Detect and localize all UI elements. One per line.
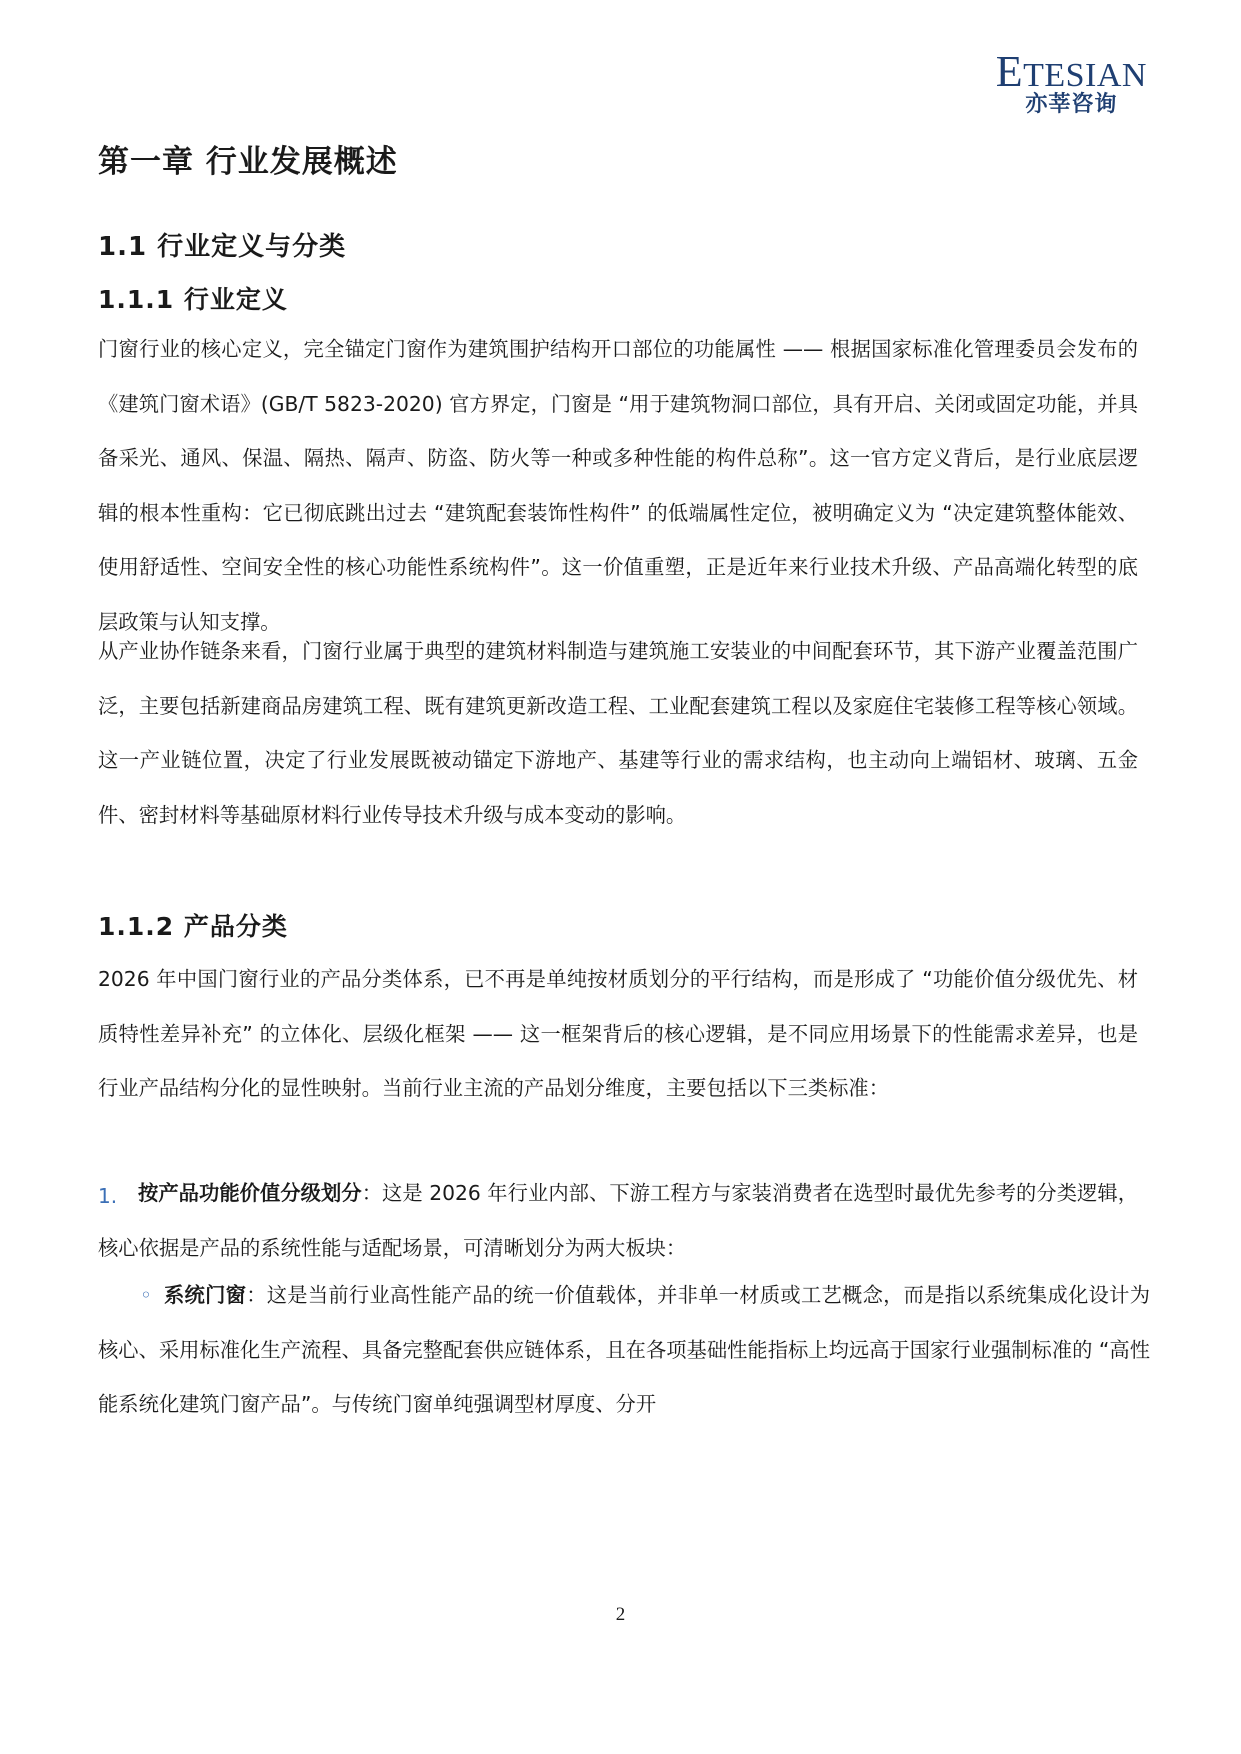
- paragraph-definition-1: 门窗行业的核心定义，完全锚定门窗作为建筑围护结构开口部位的功能属性 —— 根据国家标准化管理委员会发布的《建筑门窗术语》(GB/T 5823-2020) 官方界定，门窗是 “用于建筑物洞口部位，具有开启、关闭或固定功能，并具备采光、通风、保温、隔热、隔声、防盗、防火等一种或多种性能的构件总称”。这一官方定义背后，是行业底层逻辑的根本性重构：它已彻底跳出过去 “建筑配套装饰性构件” 的低端属性定位，被明确定义为 “决定建筑整体能效、使用舒适性、空间安全性的核心功能性系统构件”。这一价值重塑，正是近年来行业技术升级、产品高端化转型的底层政策与认知支撑。: [98, 337, 1138, 634]
- sub-list-marker-1: ◦: [140, 1283, 152, 1307]
- section-title-1-1-1: 1.1.1 行业定义: [98, 285, 288, 314]
- logo-en-first: E: [995, 47, 1024, 96]
- section-title-1-1-2: 1.1.2 产品分类: [98, 912, 288, 941]
- section-title-1-1: 1.1 行业定义与分类: [98, 232, 347, 262]
- paragraph-classification: 2026 年中国门窗行业的产品分类体系，已不再是单纯按材质划分的平行结构，而是形成了 “功能价值分级优先、材质特性差异补充” 的立体化、层级化框架 —— 这一框架背后的核心逻辑，是不同应用场景下的性能需求差异，也是行业产品结构分化的显性映射。当前行业主流的产品划分维度，主要包括以下三类标准：: [98, 967, 1138, 1100]
- sub-list-item-system-windows: [98, 1268, 1150, 1432]
- etesian-logo: [995, 47, 1147, 117]
- list-marker-1: 1.: [98, 1184, 118, 1208]
- list-item-text: ：这是 2026 年行业内部、下游工程方与家装消费者在选型时最优先参考的分类逻辑，核心依据是产品的系统性能与适配场景，可清晰划分为两大板块：: [98, 1181, 1138, 1260]
- page-number: 2: [615, 1604, 626, 1625]
- chapter-title: 第一章 行业发展概述: [98, 144, 398, 180]
- list-item-function-value: [98, 1166, 1138, 1275]
- list-item-bold-label: 按产品功能价值分级划分: [138, 1181, 362, 1205]
- paragraph-definition-2: 从产业协作链条来看，门窗行业属于典型的建筑材料制造与建筑施工安装业的中间配套环节，其下游产业覆盖范围广泛，主要包括新建商品房建筑工程、既有建筑更新改造工程、工业配套建筑工程以及家庭住宅装修工程等核心领域。这一产业链位置，决定了行业发展既被动锚定下游地产、基建等行业的需求结构，也主动向上端铝材、玻璃、五金件、密封材料等基础原材料行业传导技术升级与成本变动的影响。: [98, 639, 1138, 827]
- logo-cn: 亦莘咨询: [1025, 91, 1118, 117]
- logo-en-rest: TESIAN: [1023, 57, 1147, 94]
- sub-list-item-text: ：这是当前行业高性能产品的统一价值载体，并非单一材质或工艺概念，而是指以系统集成化设计为核心、采用标准化生产流程、具备完整配套供应链体系，且在各项基础性能指标上均远高于国家行业强制标准的 “高性能系统化建筑门窗产品”。与传统门窗单纯强调型材厚度、分开: [98, 1283, 1150, 1416]
- sub-list-item-bold-label: 系统门窗: [164, 1283, 247, 1307]
